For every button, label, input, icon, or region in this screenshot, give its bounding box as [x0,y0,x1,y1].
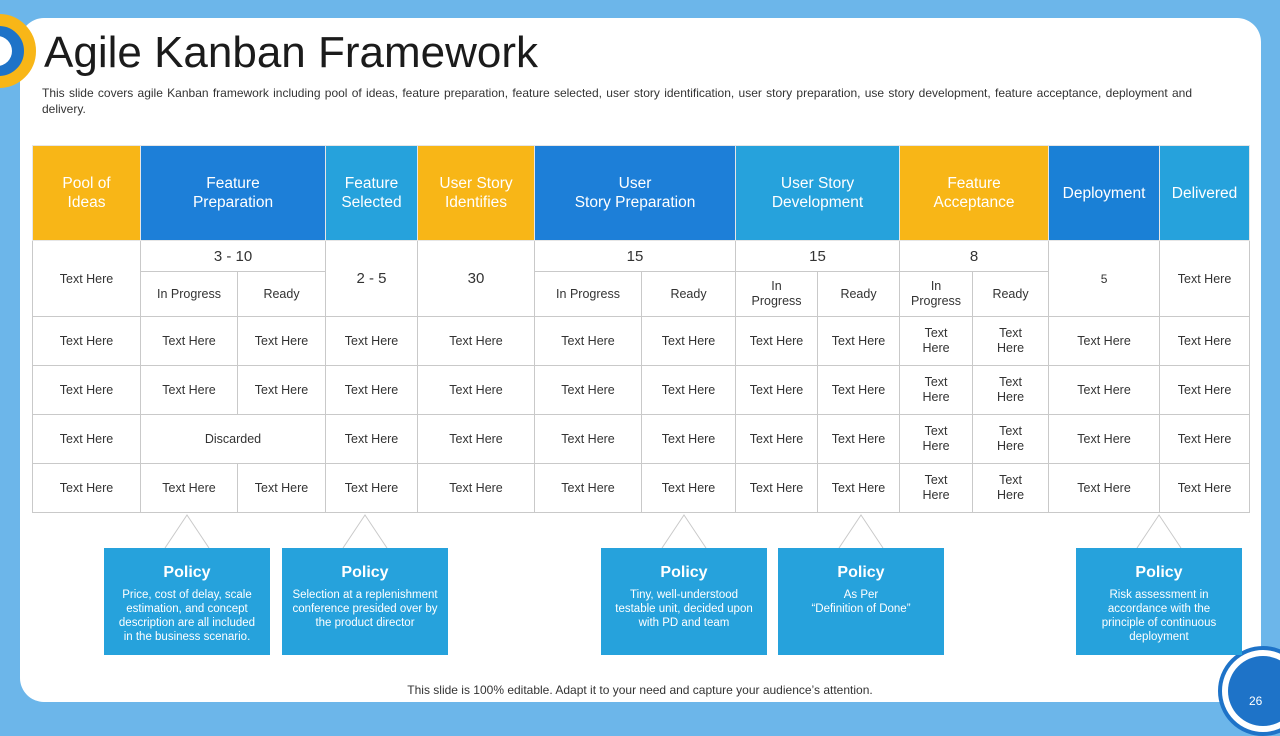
table-cell: Text Here [973,415,1049,464]
subheader-sp-in-progress: In Progress [535,272,642,317]
limit-user-story-identifies: 30 [418,241,535,317]
column-header-feature-selected: Feature Selected [326,146,418,241]
policy-description: As Per “Definition of Done” [811,589,911,615]
table-cell: Text Here [326,464,418,513]
page-title: Agile Kanban Framework [44,28,539,77]
column-header-feature-preparation: Feature Preparation [141,146,326,241]
table-cell: Text Here [33,415,141,464]
table-cell: Text Here [535,415,642,464]
table-cell: Text Here [818,415,900,464]
page-subtitle: This slide covers agile Kanban framework including pool of ideas, feature preparation, feature selected, user story identification, user story preparation, use story development, feature acceptance, deployment and delivery. [42,86,1192,116]
table-cell: Text Here [642,317,736,366]
table-cell: Text Here [238,317,326,366]
table-cell: Text Here [1160,464,1250,513]
column-header-user-story-identifies: User Story Identifies [418,146,535,241]
table-row [33,317,1250,366]
page-number: 26 [1249,694,1263,708]
column-header-feature-acceptance: Feature Acceptance [900,146,1049,241]
table-cell: Text Here [973,317,1049,366]
table-cell-discarded: Discarded [141,415,326,464]
table-cell: Text Here [818,317,900,366]
table-cell: Text Here [642,366,736,415]
table-cell: Text Here [326,317,418,366]
table-cell: Text Here [900,415,973,464]
table-cell: Text Here [141,366,238,415]
policy-box-feature-selected [282,548,448,655]
policy-description: Tiny, well-understood testable unit, decided upon with PD and team [615,589,753,629]
table-cell: Text Here [535,317,642,366]
policy-title: Policy [1135,564,1183,581]
table-cell: Text Here [1160,415,1250,464]
table-cell: Text Here [326,415,418,464]
table-cell: Text Here [33,366,141,415]
policy-title: Policy [837,564,885,581]
table-cell: Text Here [900,366,973,415]
policy-title: Policy [660,564,708,581]
table-cell: Text Here [973,366,1049,415]
table-cell: Text Here [238,366,326,415]
policy-box-user-story-preparation [601,548,767,655]
table-cell: Text Here [238,464,326,513]
limit-feature-preparation: 3 - 10 [141,241,326,272]
subheader-fp-ready: Ready [238,272,326,317]
limit-feature-selected: 2 - 5 [326,241,418,317]
table-row [33,415,1250,464]
table-cell: Text Here [1049,464,1160,513]
table-cell: Text Here [418,464,535,513]
table-cell: Text Here [1049,366,1160,415]
wip-limit-row [33,241,1250,272]
column-header-deployment: Deployment [1049,146,1160,241]
footer-note: This slide is 100% editable. Adapt it to your need and capture your audience’s attention. [407,683,873,697]
kanban-board-table [32,145,1250,513]
policy-description: Selection at a replenishment conference presided over by the product director [292,589,438,629]
policy-box-pool-of-ideas [104,548,270,655]
subheader-fa-in-progress: In Progress [900,272,973,317]
table-row [33,366,1250,415]
table-cell: Text Here [900,464,973,513]
column-header-user-story-preparation: User Story Preparation [535,146,736,241]
policy-description: Price, cost of delay, scale estimation, and concept description are all included in the business scenario. [118,589,256,643]
policy-description: Risk assessment in accordance with the principle of continuous deployment [1101,589,1217,643]
column-header-delivered: Delivered [1160,146,1250,241]
policy-box-deployment [1076,548,1242,655]
table-cell: Text Here [1049,415,1160,464]
table-cell: Text Here [818,464,900,513]
table-cell: Text Here [736,366,818,415]
limit-deployment: 5 [1049,241,1160,317]
policy-title: Policy [341,564,389,581]
policy-box-user-story-development [778,548,944,655]
table-cell: Text Here [736,415,818,464]
table-cell: Text Here [736,317,818,366]
table-cell: Text Here [418,366,535,415]
table-cell: Text Here [1160,317,1250,366]
table-cell: Text Here [141,464,238,513]
table-cell: Text Here [418,415,535,464]
subheader-fp-in-progress: In Progress [141,272,238,317]
table-cell: Text Here [535,366,642,415]
table-cell: Text Here [818,366,900,415]
table-cell: Text Here [736,464,818,513]
table-cell: Text Here [141,317,238,366]
table-cell: Text Here [1049,317,1160,366]
subheader-fa-ready: Ready [973,272,1049,317]
table-cell: Text Here [33,317,141,366]
table-cell: Text Here [418,317,535,366]
limit-feature-acceptance: 8 [900,241,1049,272]
table-cell: Text Here [535,464,642,513]
limit-delivered: Text Here [1160,241,1250,317]
table-cell: Text Here [1160,366,1250,415]
table-cell: Text Here [642,464,736,513]
table-cell: Text Here [642,415,736,464]
table-cell: Text Here [326,366,418,415]
subheader-sp-ready: Ready [642,272,736,317]
table-cell: Text Here [973,464,1049,513]
table-cell: Text Here [900,317,973,366]
limit-user-story-development: 15 [736,241,900,272]
table-row [33,464,1250,513]
column-header-user-story-development: User Story Development [736,146,900,241]
policy-title: Policy [163,564,211,581]
column-header-pool-of-ideas: Pool of Ideas [33,146,141,241]
header-row [33,146,1250,241]
subheader-sd-in-progress: In Progress [736,272,818,317]
table-cell: Text Here [33,464,141,513]
subheader-sd-ready: Ready [818,272,900,317]
limit-pool-of-ideas: Text Here [33,241,141,317]
limit-user-story-preparation: 15 [535,241,736,272]
